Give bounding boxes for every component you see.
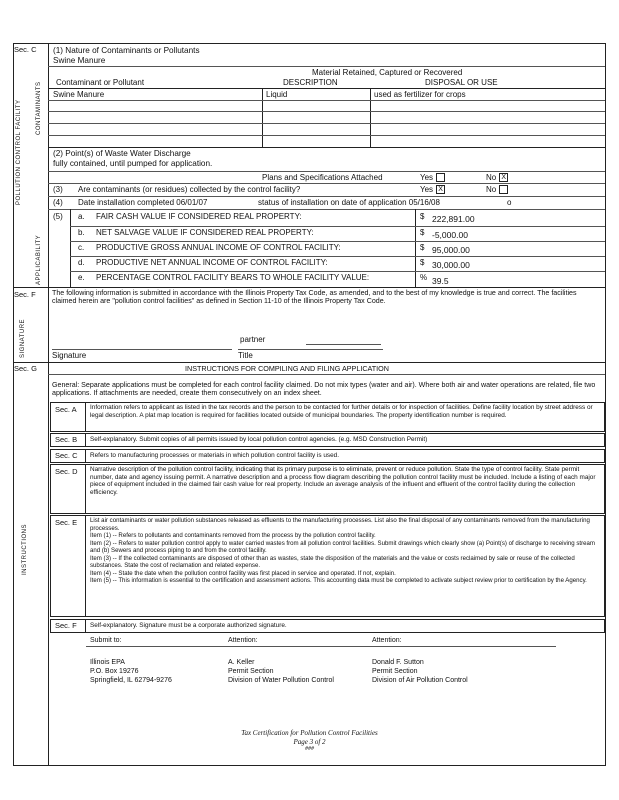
plans-yes: Yes (420, 173, 445, 182)
attention-air-label: Attention: (372, 637, 402, 644)
col-contaminant: Contaminant or Pollutant (56, 78, 145, 87)
fin-row-e-value: 39.5 (432, 276, 449, 286)
swine-manure-text: Swine Manure (53, 56, 106, 65)
plans-no: No X (486, 173, 508, 182)
discharge-text: fully contained, until pumped for application. (53, 159, 213, 168)
signature-line[interactable] (52, 349, 232, 350)
footer-code: ### (305, 746, 314, 752)
collected-no-checkbox[interactable] (499, 185, 508, 194)
sec-g-label: Sec. G (14, 364, 37, 373)
fin-row-c-label: PRODUCTIVE GROSS ANNUAL INCOME OF CONTROL FACILITY: (96, 243, 341, 252)
item-f-sec: Sec. F (55, 621, 77, 630)
right-rule (605, 43, 606, 765)
sec-f-label: Sec. F (14, 290, 36, 299)
item-d-sec: Sec. D (55, 467, 78, 476)
item-e-sec: Sec. E (55, 518, 78, 527)
footer-page: Page 3 of 2 (293, 738, 326, 746)
collected-yes: Yes X (420, 185, 445, 194)
fin-row-b-letter: b. (78, 228, 85, 237)
partner-text: partner (240, 335, 266, 344)
item-b-text: Self-explanatory. Submit copies of all permits issued by local pollution control agencies. (e.g. MSD Construction Permit) (90, 436, 428, 443)
item-a-text: Information refers to applicant as listed in the tax records and the person to be contacted for further details or for inspection of facilities. Define facility location by street address or legal description. A plat map location is required for facilities located outside of municipal boundaries. The property identification number is required. (90, 404, 593, 419)
fin-row-e-sym: % (420, 273, 428, 282)
item-b-sec: Sec. B (55, 435, 78, 444)
title-line[interactable] (238, 349, 383, 350)
item1-label: (1) Nature of Contaminants or Pollutants (53, 46, 200, 55)
material-header: Material Retained, Captured or Recovered (312, 68, 463, 77)
fin-row-e-label: PERCENTAGE CONTROL FACILITY BEARS TO WHOLE FACILITY VALUE: (96, 273, 370, 282)
fin-row-c-sym: $ (420, 243, 425, 252)
fin-row-a-sym: $ (420, 212, 425, 221)
footer-title: Tax Certification for Pollution Control Facilities (241, 729, 378, 737)
item5-label: (5) (53, 212, 63, 221)
submit-to-label: Submit to: (90, 637, 122, 644)
fin-row-a-letter: a. (78, 212, 85, 221)
item-e-text: List air contaminants or water pollution substances released as effluents to the manufacturing processes. List also the final disposal of any contaminants removed from the manufacturing processes. Item (1) -- Refers to pollutants and contaminants removed from the process by the pollution control facility. Item (2) -- Refers to water pollution control apply to water carried wastes from all pollution control facilities. Submit drawings which clearly show (a) Point(s) of discharge to receiving stream and (b) Sewers and process piping to and from the control facility. Item (3) -- If the collected contaminants are disposed of other than as wastes, state the disposition of the materials and the value or costs reclaimed by sale or reuse of the collected substances. State the cost of reclamation and related expense. Item (4) -- State the date when the pollution control facility was first placed in service and operated. If not, explain. Item (5) -- This information is essential to the certification and assessment actions. This accounting data must be completed to activate subject review prior to certification by the Agency. (90, 517, 595, 584)
item-a-sec: Sec. A (55, 405, 77, 414)
left-rule (13, 43, 14, 765)
collected-yes-checkbox[interactable]: X (436, 185, 445, 194)
sec-f-side: SIGNATURE (20, 318, 26, 358)
fin-row-d-letter: d. (78, 258, 85, 267)
sec-c-side-left: POLLUTION CONTROL FACILITY (16, 99, 22, 205)
sec-c-side-lower: APPLICABILITY (36, 234, 42, 285)
item2-label: (2) Point(s) of Waste Water Discharge (53, 149, 191, 158)
row-contaminant: Swine Manure (53, 90, 105, 99)
fin-row-a-value: 222,891.00 (432, 214, 475, 224)
row-disposal: used as fertilizer for crops (374, 90, 466, 99)
fin-row-d-label: PRODUCTIVE NET ANNUAL INCOME OF CONTROL FACILITY: (96, 258, 328, 267)
fin-row-d-value: 30,000.00 (432, 260, 470, 270)
collected-question: Are contaminants (or residues) collected by the control facility? (78, 185, 301, 194)
fin-row-c-value: 95,000.00 (432, 245, 470, 255)
top-rule (13, 43, 606, 44)
sec-c-side-right: CONTAMINANTS (36, 81, 42, 135)
plans-label: Plans and Specifications Attached (262, 173, 383, 182)
item3-label: (3) (53, 185, 63, 194)
fin-row-e-letter: e. (78, 273, 85, 282)
item-c-sec: Sec. C (55, 451, 78, 460)
title-label: Title (238, 351, 253, 360)
col-disposal: DISPOSAL OR USE (425, 78, 498, 87)
status-trail: o (507, 198, 512, 207)
address-water: A. Keller Permit Section Division of Water Pollution Control (228, 659, 334, 684)
address-epa: Illinois EPA P.O. Box 19276 Springfield, IL 62794-9276 (90, 659, 172, 684)
signature-label: Signature (52, 351, 87, 360)
fin-row-b-label: NET SALVAGE VALUE IF CONSIDERED REAL PROPERTY: (96, 228, 314, 237)
sec-c-left-rule (48, 43, 49, 287)
instructions-heading: INSTRUCTIONS FOR COMPILING AND FILING APPLICATION (185, 364, 389, 373)
fin-row-b-value: -5,000.00 (432, 230, 468, 240)
item-c-text: Refers to manufacturing processes or materials in which pollution control facility is used. (90, 452, 339, 459)
fin-row-b-sym: $ (420, 228, 425, 237)
attention-water-label: Attention: (228, 637, 258, 644)
address-air: Donald F. Sutton Permit Section Division of Air Pollution Control (372, 659, 468, 684)
row-description: Liquid (266, 90, 288, 99)
date-completed: Date installation completed 06/01/07 (78, 198, 208, 207)
plans-yes-checkbox[interactable] (436, 173, 445, 182)
status-label: status of installation on date of application 05/16/08 (258, 198, 440, 207)
item-d-text: Narrative description of the pollution control facility, indicating that its primary purpose is to eliminate, prevent or reduce pollution. State the type of control facility. State permit number, date and agency issuing permit. A narrative description and a process flow diagram describing the pollution control facility must be included. Include a listing of each major piece of equipment included in the claimed fair cash value for real property. Include an average analysis of the influent and effluent of the control facility during the collection efficiency. (90, 466, 596, 496)
general-instructions: General: Separate applications must be completed for each control facility claimed. Do not mix types (water and air). Where both air and water operations are related, file two applications. If attachments are needed, create them consecutively on an index sheet. (52, 381, 596, 398)
bottom-rule (13, 765, 606, 766)
fin-row-c-letter: c. (78, 243, 85, 252)
item-f-text: Self-explanatory. Signature must be a corporate authorized signature. (90, 622, 287, 629)
col-description: DESCRIPTION (283, 78, 338, 87)
sec-f-statement: The following information is submitted in accordance with the Illinois Property Tax Code, as amended, and to the best of my knowledge is true and correct. The facilities claimed herein are "pollution control facilities" as defined in Section 11-10 of the Illinois Property Tax Code. (52, 289, 577, 306)
sec-c-label: Sec. C (14, 45, 37, 54)
partner-line (306, 344, 381, 345)
fin-row-d-sym: $ (420, 258, 425, 267)
collected-no: No (486, 185, 508, 194)
plans-no-checkbox[interactable]: X (499, 173, 508, 182)
sec-g-side: INSTRUCTIONS (22, 524, 28, 575)
fin-row-a-label: FAIR CASH VALUE IF CONSIDERED REAL PROPERTY: (96, 212, 302, 221)
item4-label: (4) (53, 198, 63, 207)
